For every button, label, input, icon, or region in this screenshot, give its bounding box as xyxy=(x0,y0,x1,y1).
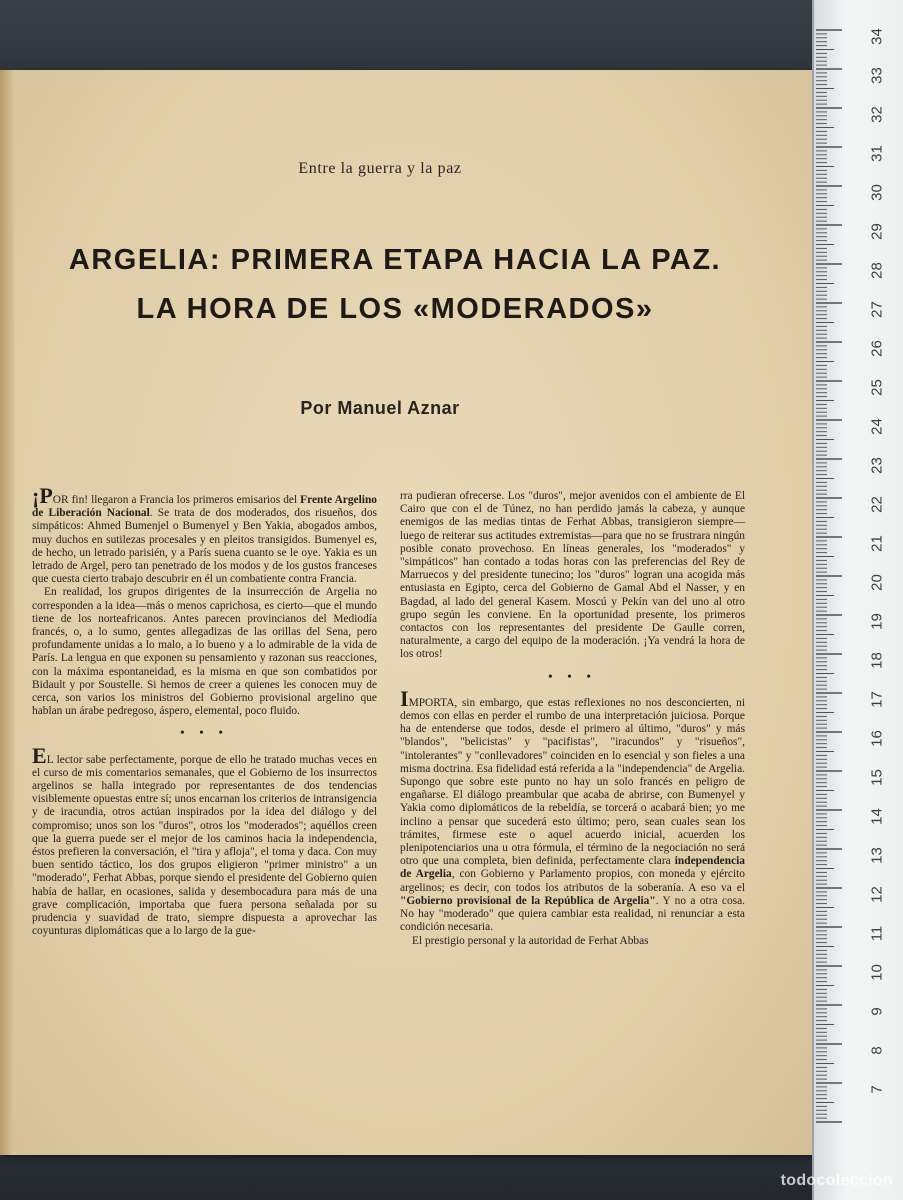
ruler-number: 8 xyxy=(868,1046,886,1055)
drop-cap: I xyxy=(400,685,409,711)
ruler-number: 11 xyxy=(868,925,886,942)
paragraph: rra pudieran ofrecerse. Los "duros", mejor avenidos con el ambiente de El Cairo que con el de Túnez, no han perdido jamás la cabeza, y aunque enemigos de las medias tintas de Ferhat Abbas, transigieron siempre—luego de reiterar sus actitudes extremistas—para que no se frustrara ningún posible conato provechoso. En líneas generales, los "moderados" y "simpáticos" han contado a todas horas con las preferencias del Rey de Marruecos y del presidente tunecino; los "duros" logran una acogida más entusiasta en Egipto, cerca del Gobierno de Gamal Abd el Nasser, y en Bagdad, al lado del general Kasem. Moscú y Pekín van del uno al otro grupo según les conviene. En la oportunidad presente, los primeros contactos con los representantes del presidente De Gaulle corren, naturalmente, a cargo del equipo de la moderación. ¡Ya vendrá la hora de los otros! xyxy=(400,490,745,661)
section-separator: • • • xyxy=(548,668,597,683)
left-column xyxy=(32,483,377,939)
ruler-number: 10 xyxy=(868,964,886,981)
ruler-number: 18 xyxy=(868,652,886,669)
right-column xyxy=(400,490,745,948)
bold-text: Frente Argelino de Liberación Nacional xyxy=(32,494,377,520)
ruler-number: 33 xyxy=(868,67,886,84)
ruler-number: 23 xyxy=(868,457,886,474)
paragraph-text: MPORTA, sin embargo, que estas reflexiones no nos desconcierten, ni demos con ellas en perder el rumbo de una interpretación juiciosa. Porque ha de entenderse que todos, desde el primero al último, "duros" y más "blandos", "belicistas" y "pacifistas", "iracundos" y "risueños", "intolerantes" y "conllevadores" coinciden en lo esencial y son fieles a una misma doctrina. Esa fidelidad está referida a la "independencia" de Argelia. Supongo que sobre este punto no hay un solo francés en peligro de engañarse. El diálogo preambular que acaba de abrirse, con Bumenyel y Yakia como diplomáticos de la rebeldía, se torcerá o acabará bien; yo me inclino a pensar que sucederá esto último; pero, sean cuales sean los trámites, firmese este o aquel acuerdo inicial, acuerden los plenipotenciarios una u otra fórmula, el término de la negociación no será otro que una completa, bien definida, perfectamente clara xyxy=(400,696,745,868)
ruler-number: 26 xyxy=(868,340,886,357)
watermark: todocoleccion xyxy=(780,1172,893,1189)
ruler-number: 12 xyxy=(868,886,886,903)
paragraph: En realidad, los grupos dirigentes de la insurrección de Argelia no corresponden a la idea—más o menos caprichosa, es cierto—que el mundo tiene de los norteafricanos. Antes parecen provincianos del Mediodía francés, o, a lo sumo, gentes allegadizas de las orillas del Sena, pero profundamente unidas a lo malo, a lo bueno y a lo admirable de la vida de París. La lengua en que exponen su pensamiento y razonan sus reacciones, con la máxima espontaneidad, es la misma en que son combatidos por Bidault y por Soustelle. Si hemos de creer a quienes les conocen muy de cerca, son varios los ministros del Gobierno provisional argelino que hablan un árabe pedregoso, áspero, elemental, poco fluido. xyxy=(32,586,377,718)
ruler-number: 15 xyxy=(868,769,886,786)
ruler-number: 27 xyxy=(868,301,886,318)
ruler-number: 24 xyxy=(868,418,886,435)
ruler-number: 9 xyxy=(868,1007,886,1016)
measuring-ruler xyxy=(812,0,903,1200)
bold-text: independencia de Argelia xyxy=(400,855,745,881)
bold-text: "Gobierno provisional de la República de Argelia" xyxy=(400,894,656,907)
article-kicker: Entre la guerra y la paz xyxy=(298,160,462,177)
ruler-ticks xyxy=(814,0,903,1200)
ruler-number: 20 xyxy=(868,574,886,591)
drop-cap: ¡P xyxy=(32,483,53,508)
drop-cap: E xyxy=(32,742,47,768)
ruler-number: 28 xyxy=(868,262,886,279)
background-top xyxy=(0,0,903,70)
ruler-number: 31 xyxy=(868,145,886,162)
ruler-number: 32 xyxy=(868,106,886,123)
ruler-number: 16 xyxy=(868,730,886,747)
page-spine xyxy=(0,70,14,1155)
background-bottom xyxy=(0,1150,903,1200)
paragraph xyxy=(32,742,377,939)
headline-line-1: ARGELIA: PRIMERA ETAPA HACIA LA PAZ. xyxy=(68,244,722,276)
headline-line-2: LA HORA DE LOS «MODERADOS» xyxy=(136,293,654,325)
ruler-number: 21 xyxy=(868,535,886,552)
paragraph-text: , con Gobierno y Parlamento propios, con moneda y ejército argelinos; es decir, con todos los atributos de la soberanía. A eso va el xyxy=(400,868,745,894)
paragraph-text: . Se trata de dos moderados, dos risueños, dos simpáticos: Ahmed Bumenjel o Bumenyel y Ben Yakia, abogados ambos, muy duchos en sutilezas procesales y en pleitos transigidos. Bumenyel es, de hecho, un letrado parisién, y a París suena cuanto se le oye. Yakia es un letrado de Argel, pero tan penetrado de los modos y de los gustos franceses que cuesta cierto trabajo descubrir en él un combatiente contra Francia. xyxy=(32,507,377,586)
paragraph-text: L lector sabe perfectamente, porque de ello he tratado muchas veces en el curso de mis comentarios semanales, que el Gobierno de los insurrectos argelinos se halla integrado por representantes de dos tendencias visiblemente opuestas entre sí; unos encarnan los criterios de intransigencia y de iracundia, otros actúan inspirados por la idea del diálogo y del compromiso; unos son los "duros", otros los "moderados"; aquéllos creen que la guerra puede ser el mejor de los caminos hacia la independencia, éstos prefieren la conversación, el "tira y afloja", el toma y daca. Con muy buen sentido táctico, los dos grupos eligieron "primer ministro" a un "moderado", Ferhat Abbas, porque siendo el presidente del Gobierno quien había de hallar, en ocasiones, salida y desembocadura para más de una grave complicación, importaba que fuera persona señalada por su prudencia y suavidad de trato, siempre dispuesta a aprovechar las coyunturas diplomáticas que a lo largo de la gue- xyxy=(32,753,377,938)
ruler-number: 14 xyxy=(868,808,886,825)
ruler-number: 17 xyxy=(868,691,886,708)
ruler-number: 30 xyxy=(868,184,886,201)
section-separator: • • • xyxy=(180,725,229,740)
ruler-number: 25 xyxy=(868,379,886,396)
ruler-number: 7 xyxy=(868,1085,886,1094)
paragraph-text: . Y no a otra cosa. No hay "moderado" que quiera cambiar esta realidad, ni renunciar a esta condición necesaria. xyxy=(400,894,745,934)
paragraph xyxy=(400,685,745,935)
ruler-number: 13 xyxy=(868,847,886,864)
ruler-number: 29 xyxy=(868,223,886,240)
ruler-number: 19 xyxy=(868,613,886,630)
ruler-number: 34 xyxy=(868,28,886,45)
byline: Por Manuel Aznar xyxy=(300,398,460,418)
paragraph-text: OR fin! llegaron a Francia los primeros emisarios del xyxy=(52,494,301,506)
paragraph: El prestigio personal y la autoridad de Ferhat Abbas xyxy=(412,934,649,947)
ruler-number: 22 xyxy=(868,496,886,513)
paragraph xyxy=(32,483,377,586)
